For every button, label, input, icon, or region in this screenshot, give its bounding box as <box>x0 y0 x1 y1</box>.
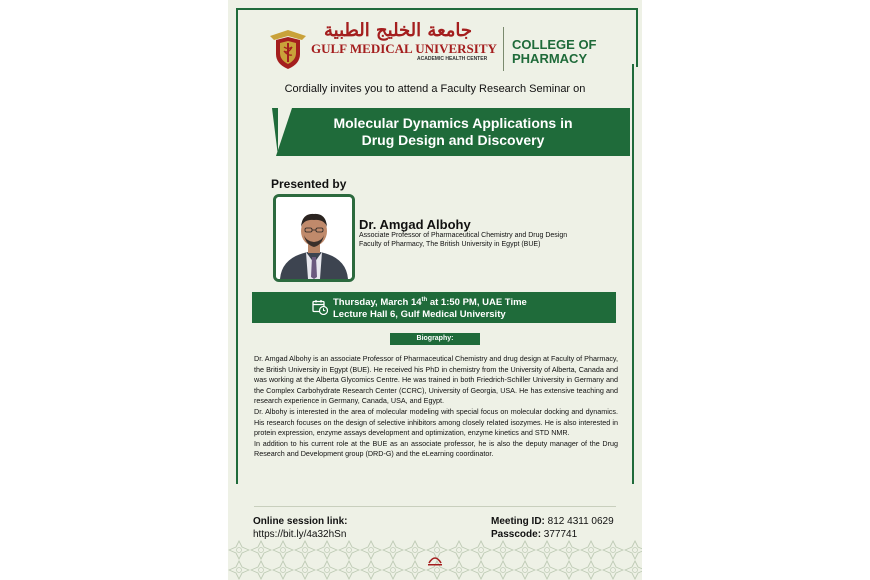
passcode <box>491 529 577 540</box>
biography-paragraph-3: In addition to his current role at the BUE as an associate professor, he is also the deputy manager of the Drug Research and Development group (DRD-G) and the eLearning coordinator. <box>254 438 618 459</box>
biography-text <box>254 354 618 460</box>
invitation-text: Cordially invites you to attend a Faculty Research Seminar on <box>284 83 586 95</box>
event-venue: Lecture Hall 6, Gulf Medical University <box>333 309 506 320</box>
seminar-poster <box>228 0 642 580</box>
college-name <box>512 38 597 66</box>
online-session-label: Online session link: <box>253 516 348 527</box>
academic-health-center-label: ACADEMIC HEALTH CENTER <box>417 56 488 62</box>
passcode-label: Passcode: <box>491 529 542 540</box>
university-name: GULF MEDICAL UNIVERSITY <box>311 41 497 56</box>
event-time: at 1:50 PM, UAE Time <box>427 297 527 309</box>
right-frame-line <box>632 64 634 484</box>
seminar-title-line2: Drug Design and Discovery <box>361 132 545 148</box>
seminar-title-line1: Molecular Dynamics Applications in <box>333 115 573 131</box>
meeting-id-label: Meeting ID: <box>491 516 545 527</box>
university-arabic-name: جامعة الخليج الطبية <box>324 20 472 41</box>
event-date-time <box>333 297 527 308</box>
presenter-portrait <box>276 197 352 279</box>
presenter-name: Dr. Amgad Albohy <box>359 217 471 232</box>
meeting-id-value: 812 4311 0629 <box>544 516 614 527</box>
event-date: Thursday, March 14 <box>333 297 422 309</box>
header-divider <box>503 27 504 71</box>
event-date-suffix: th <box>421 297 428 303</box>
biography-label: Biography: <box>390 333 480 345</box>
college-name-line1: COLLEGE OF <box>512 37 597 52</box>
brand-logo-mark <box>425 553 445 569</box>
calendar-clock-icon <box>312 299 328 315</box>
biography-paragraph-1: Dr. Amgad Albohy is an associate Professor of Pharmaceutical Chemistry and drug design at Faculty of Pharmacy, the British University in Egypt (BUE). He received his PhD in chemistry from the University of Alberta, Canada and was working at the Alberta Glycomics Centre. He was trained in both Friedrich-Schiller University in Germany and the Complex Carbohydrate Research Center (CCRC), University of Georgia, USA. He has extensive teaching and research experience in Germany, Canada, USA, and Egypt. <box>254 354 618 406</box>
presenter-affiliation: Faculty of Pharmacy, The British University in Egypt (BUE) <box>359 241 541 248</box>
meeting-id <box>491 516 614 527</box>
passcode-value: 377741 <box>541 529 578 540</box>
footer-divider <box>254 506 616 507</box>
presented-by-heading: Presented by <box>271 177 347 191</box>
presenter-role: Associate Professor of Pharmaceutical Chemistry and Drug Design <box>359 232 568 239</box>
seminar-title <box>276 115 630 149</box>
brand-logo-icon <box>425 553 445 567</box>
college-name-line2: PHARMACY <box>512 51 588 66</box>
left-frame-line <box>236 64 238 484</box>
online-session-link[interactable]: https://bit.ly/4a32hSn <box>253 529 347 540</box>
biography-paragraph-2: Dr. Albohy is interested in the area of molecular modeling with special focus on molecular docking and dynamics. His research focuses on the design of selective inhibitors among closely related isozymes. He is also interested in protein expression, enzyme assays development and optimization, enzyme kinetics and STD NMR. <box>254 406 618 438</box>
university-crest-icon <box>268 28 308 70</box>
presenter-photo <box>273 194 355 282</box>
